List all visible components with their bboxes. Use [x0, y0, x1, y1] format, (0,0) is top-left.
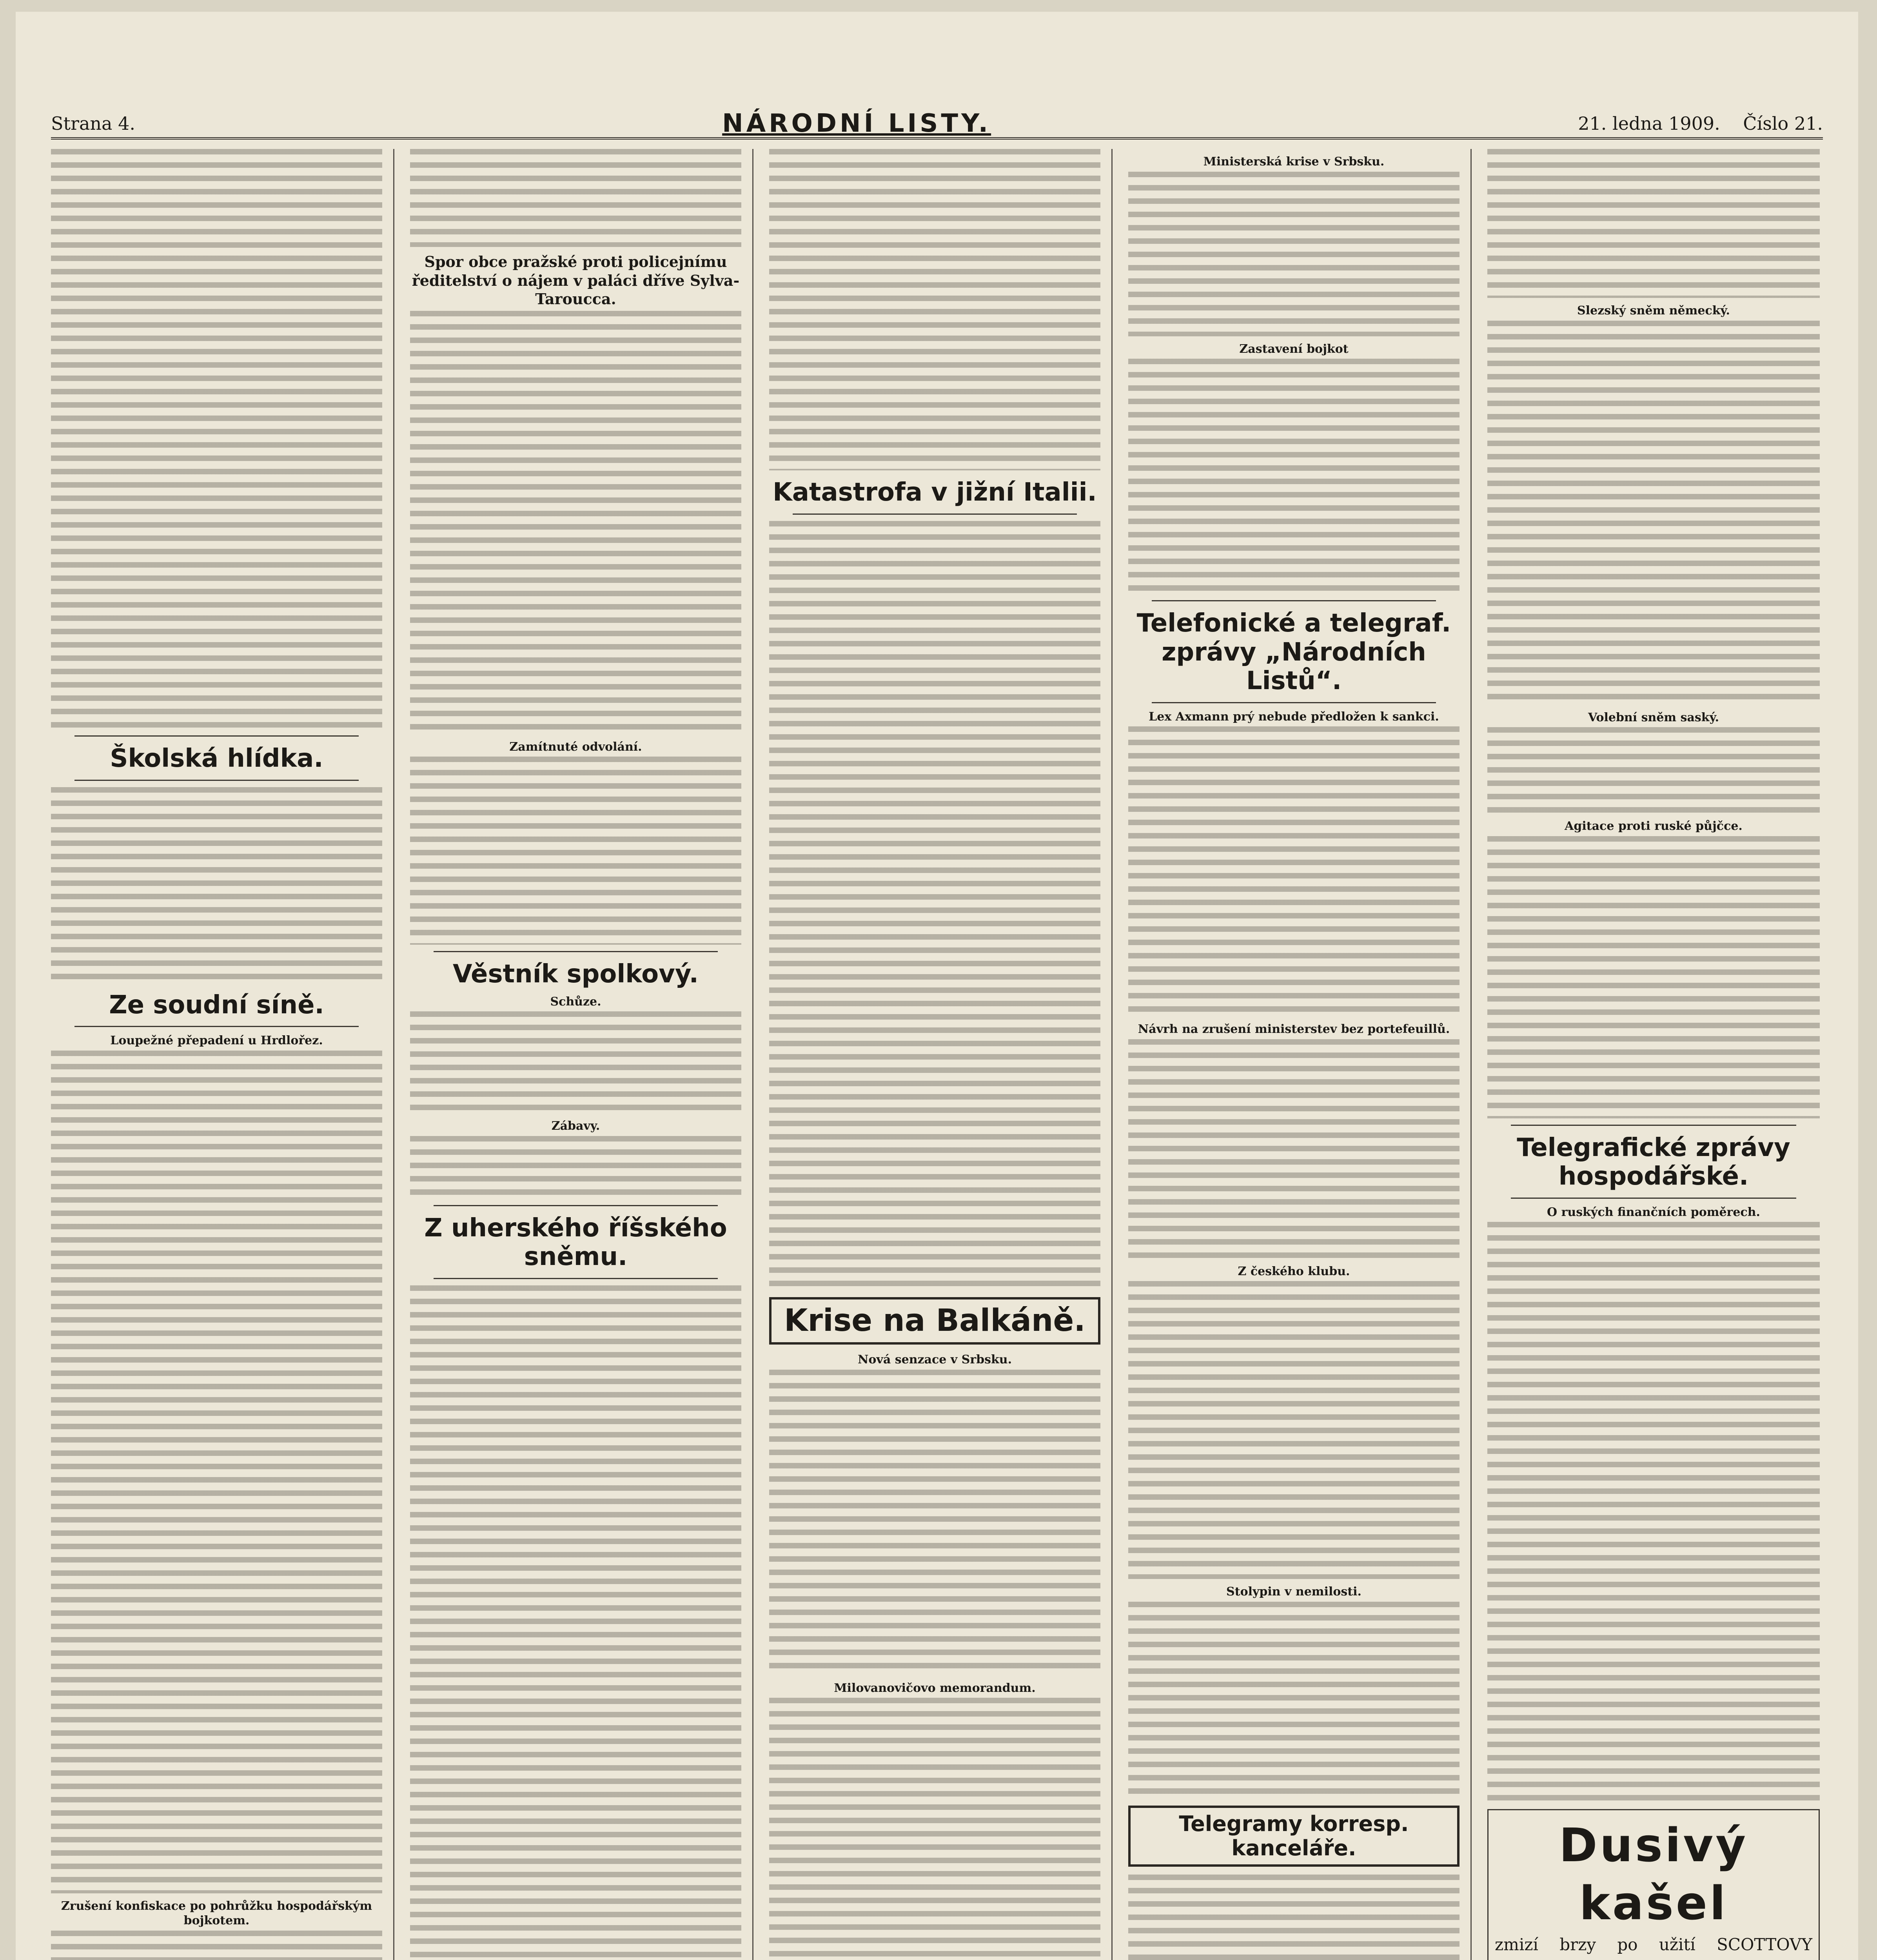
text-block [1128, 172, 1459, 336]
text-block [1128, 1039, 1459, 1259]
divider [1511, 1125, 1796, 1126]
issue-number: Číslo 21. [1743, 113, 1823, 134]
columns [51, 149, 1831, 1960]
text-block [1128, 1875, 1459, 1960]
heading-club-news: Věstník spolkový. [453, 960, 699, 989]
boxed-heading [1128, 1806, 1459, 1867]
heading-hungarian-diet: Z uherského říšského sněmu. [424, 1213, 727, 1272]
heading-balkan-crisis: Krise na Balkáně. [784, 1303, 1086, 1338]
text-block [410, 1136, 741, 1199]
subheading: Zastavení bojkot [1239, 342, 1349, 356]
column-2 [410, 149, 753, 1960]
subheading: Stolypin v nemilosti. [1226, 1585, 1361, 1599]
subheading: Milovanovičovo memorandum. [834, 1681, 1036, 1695]
heading-court-hall: Ze soudní síně. [109, 990, 324, 1020]
text-block [1128, 1281, 1459, 1579]
subheading: Lex Axmann prý nebude předložen k sankci. [1149, 710, 1439, 724]
subheading: Z českého klubu. [1238, 1264, 1350, 1278]
column-4 [1128, 149, 1472, 1960]
subheading: Spor obce pražské proti policejnímu ředitelství o nájem v paláci dříve Sylva-Taroucca. [412, 253, 740, 308]
divider [74, 780, 359, 781]
text-block [410, 1011, 741, 1113]
divider [1152, 702, 1436, 703]
newspaper-page [16, 12, 1858, 1960]
text-block [769, 149, 1100, 470]
divider [793, 514, 1077, 515]
heading-economic-telegraph: Telegrafické zprávy hospodářské. [1517, 1133, 1790, 1191]
heading-press-agency: Telegramy korresp. kanceláře. [1179, 1811, 1409, 1860]
masthead [51, 110, 1823, 140]
ad-line-1: zmizí brzy po užití SCOTTOVY [1495, 1935, 1812, 1955]
heading-school-watch: Školská hlídka. [110, 744, 323, 773]
text-block [769, 1370, 1100, 1675]
divider [434, 951, 718, 952]
text-block [51, 1051, 382, 1893]
divider [74, 1026, 359, 1027]
divider [1511, 1198, 1796, 1199]
text-block [1128, 726, 1459, 1016]
divider [434, 1205, 718, 1206]
date: 21. ledna 1909. [1578, 113, 1720, 134]
text-block [1487, 836, 1820, 1118]
text-block [410, 311, 741, 734]
column-5 [1487, 149, 1831, 1960]
text-block [51, 787, 382, 983]
subheading: Zrušení konfiskace po pohrůžku hospodářským bojkotem. [61, 1899, 372, 1928]
issue-date-block [1578, 113, 1823, 134]
heading-telegraph-news: Telefonické a telegraf. zprávy „Národních Listů“. [1136, 609, 1451, 696]
text-block [1487, 1222, 1820, 1802]
text-block [51, 149, 382, 729]
boxed-heading [769, 1297, 1100, 1345]
column-1 [51, 149, 394, 1960]
subheading: O ruských finančních poměrech. [1547, 1205, 1760, 1219]
divider [74, 735, 359, 737]
subheading: Nová senzace v Srbsku. [857, 1353, 1012, 1367]
scott-emulsion-advert [1487, 1809, 1820, 1960]
text-block [410, 1285, 741, 1960]
divider [434, 1278, 718, 1279]
subheading: Volební sněm saský. [1588, 710, 1719, 724]
ad-headline: Dusivý kašel [1559, 1818, 1748, 1930]
text-block [1128, 1602, 1459, 1798]
text-block [769, 521, 1100, 1289]
subheading: Zamítnuté odvolání. [509, 740, 642, 754]
subheading: Návrh na zrušení ministerstev bez portefeuillů. [1138, 1022, 1450, 1036]
text-block [410, 149, 741, 247]
subheading: Loupežné přepadení u Hrdlořez. [110, 1034, 323, 1048]
text-block [1128, 359, 1459, 594]
subheading: Schůze. [550, 995, 601, 1009]
text-block [410, 757, 741, 945]
subheading: Slezský sněm německý. [1577, 304, 1730, 318]
subheading: Agitace proti ruské půjčce. [1565, 819, 1743, 833]
text-block [769, 1698, 1100, 1960]
text-block [1487, 321, 1820, 705]
subheading: Zábavy. [551, 1119, 600, 1133]
text-block [1487, 149, 1820, 298]
heading-italy-catastrophe: Katastrofa v jižní Italii. [773, 478, 1097, 507]
paper-title: NÁRODNÍ LISTY. [722, 109, 991, 138]
subheading: Ministerská krise v Srbsku. [1203, 155, 1385, 169]
text-block [51, 1931, 382, 1960]
text-block [1487, 727, 1820, 813]
page-label: Strana 4. [51, 113, 135, 134]
column-3 [769, 149, 1113, 1960]
divider [1152, 600, 1436, 601]
